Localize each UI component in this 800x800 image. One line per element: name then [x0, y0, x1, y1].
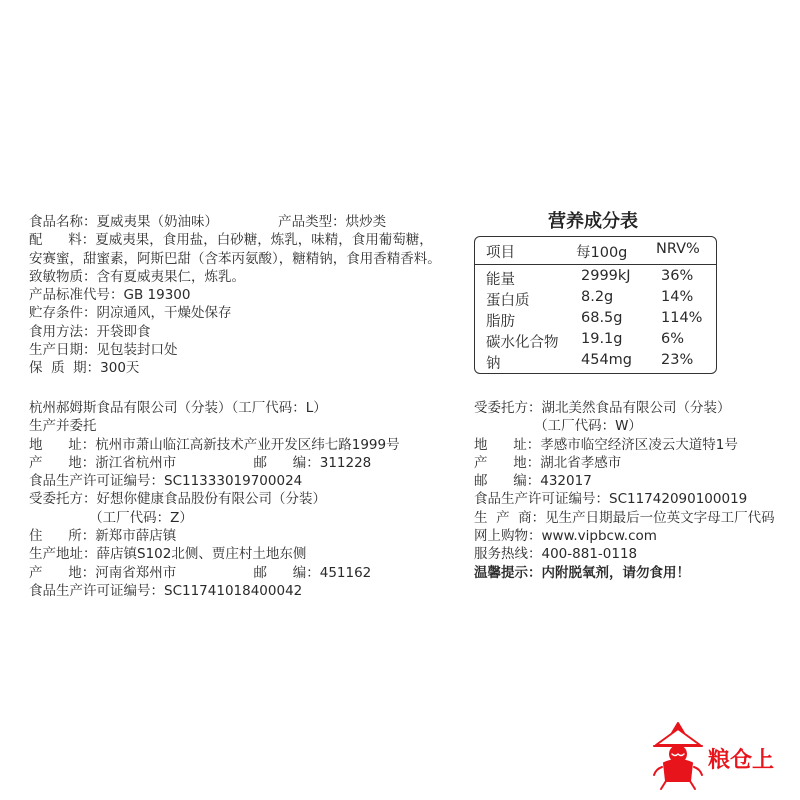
- origin-line: 产 地：湖北省孝感市: [474, 454, 622, 471]
- nutrition-row-carbs-label: 碳水化合物: [486, 335, 559, 351]
- standard-code-line: 产品标准代号：GB 19300: [29, 287, 191, 304]
- production-address-line: 生产地址：薛店镇S102北侧、贾庄村土地东侧: [29, 546, 307, 563]
- residence-line: 住 所：新郑市薛店镇: [29, 528, 177, 545]
- product-info: [29, 213, 441, 378]
- usage-line: 食用方法：开袋即食: [29, 323, 151, 340]
- nutrition-row-carbs-nrv: 6%: [661, 331, 685, 347]
- nutrition-row-energy-value: 2999kJ: [581, 268, 631, 284]
- address-line: 地 址：孝感市临空经济区凌云大道特1号: [474, 436, 738, 453]
- address-line: 地 址：杭州市萧山临江高新技术产业开发区纬七路1999号: [29, 436, 400, 453]
- entrusted-by-line: 受委托方：好想你健康食品股份有限公司（分装）: [29, 491, 326, 508]
- producer-line: 生 产 商：见生产日期最后一位英文字母工厂代码: [474, 509, 775, 526]
- shelf-life-line: 保 质 期：300天: [29, 360, 140, 377]
- nutrition-row-sodium-nrv: 23%: [661, 352, 694, 368]
- nutrition-title: 营养成分表: [548, 211, 638, 232]
- nutrition-row-sodium-label: 钠: [486, 356, 501, 372]
- manufacturer-right: [474, 399, 775, 582]
- origin-zip-line: 产 地：浙江省杭州市 邮 编：311228: [29, 454, 372, 471]
- nutrition-row-carbs-value: 19.1g: [581, 331, 623, 347]
- nutrition-table: [474, 236, 717, 374]
- nutrition-header-divider: [475, 264, 716, 265]
- online-shop-line: 网上购物：www.vipbcw.com: [474, 528, 657, 545]
- nutrition-row-protein-value: 8.2g: [581, 289, 614, 305]
- storage-line: 贮存条件：阴凉通风，干燥处保存: [29, 305, 232, 322]
- nutrition-header-item: 项目: [486, 245, 515, 261]
- brand-mascot-icon: [650, 715, 800, 795]
- nutrition-row-fat-value: 68.5g: [581, 310, 623, 326]
- origin-zip-line-2: 产 地：河南省郑州市 邮 编：451162: [29, 564, 372, 581]
- zip-line: 邮 编：432017: [474, 473, 592, 490]
- brand-logo-text: 粮仓上: [708, 748, 775, 773]
- entrusted-by-line: 受委托方：湖北美然食品有限公司（分装）: [474, 400, 731, 416]
- nutrition-row-energy-nrv: 36%: [661, 268, 694, 284]
- brand-logo: [650, 715, 800, 795]
- nutrition-row-fat-nrv: 114%: [661, 310, 703, 326]
- nutrition-row-sodium-value: 454mg: [581, 352, 633, 368]
- nutrition-row-protein-label: 蛋白质: [486, 293, 530, 309]
- commissioned-line: 生产并委托: [29, 418, 97, 435]
- license-line: 食品生产许可证编号：SC11742090100019: [474, 491, 748, 508]
- company-line: 杭州郝姆斯食品有限公司（分装）（工厂代码：L）: [29, 400, 327, 416]
- ingredients-line-1: 配 料：夏威夷果，食用盐，白砂糖，炼乳，味精，食用葡萄糖，: [29, 232, 433, 249]
- factory-code-line: （工厂代码：Z）: [29, 509, 193, 526]
- hotline-line: 服务热线：400-881-0118: [474, 546, 638, 563]
- ingredients-line-2: 安赛蜜，甜蜜素，阿斯巴甜（含苯丙氨酸），糖精钠，食用香精香料。: [29, 250, 441, 267]
- allergen-line: 致敏物质：含有夏威夷果仁，炼乳。: [29, 268, 245, 285]
- product-name-line: 食品名称：夏威夷果（奶油味） 产品类型：烘炒类: [29, 214, 387, 230]
- production-date-line: 生产日期：见包装封口处: [29, 342, 178, 359]
- warning-line: 温馨提示：内附脱氧剂，请勿食用！: [474, 564, 690, 581]
- nutrition-row-energy-label: 能量: [486, 272, 515, 288]
- manufacturer-left: [29, 399, 400, 600]
- license-line: 食品生产许可证编号：SC11333019700024: [29, 473, 303, 490]
- nutrition-header-nrv: NRV%: [656, 241, 700, 257]
- nutrition-row-fat-label: 脂肪: [486, 314, 515, 330]
- nutrition-row-protein-nrv: 14%: [661, 289, 694, 305]
- nutrition-header-per100g: 每100g: [576, 245, 628, 261]
- license-line-2: 食品生产许可证编号：SC11741018400042: [29, 582, 303, 599]
- factory-code-line: （工厂代码：W）: [474, 418, 642, 435]
